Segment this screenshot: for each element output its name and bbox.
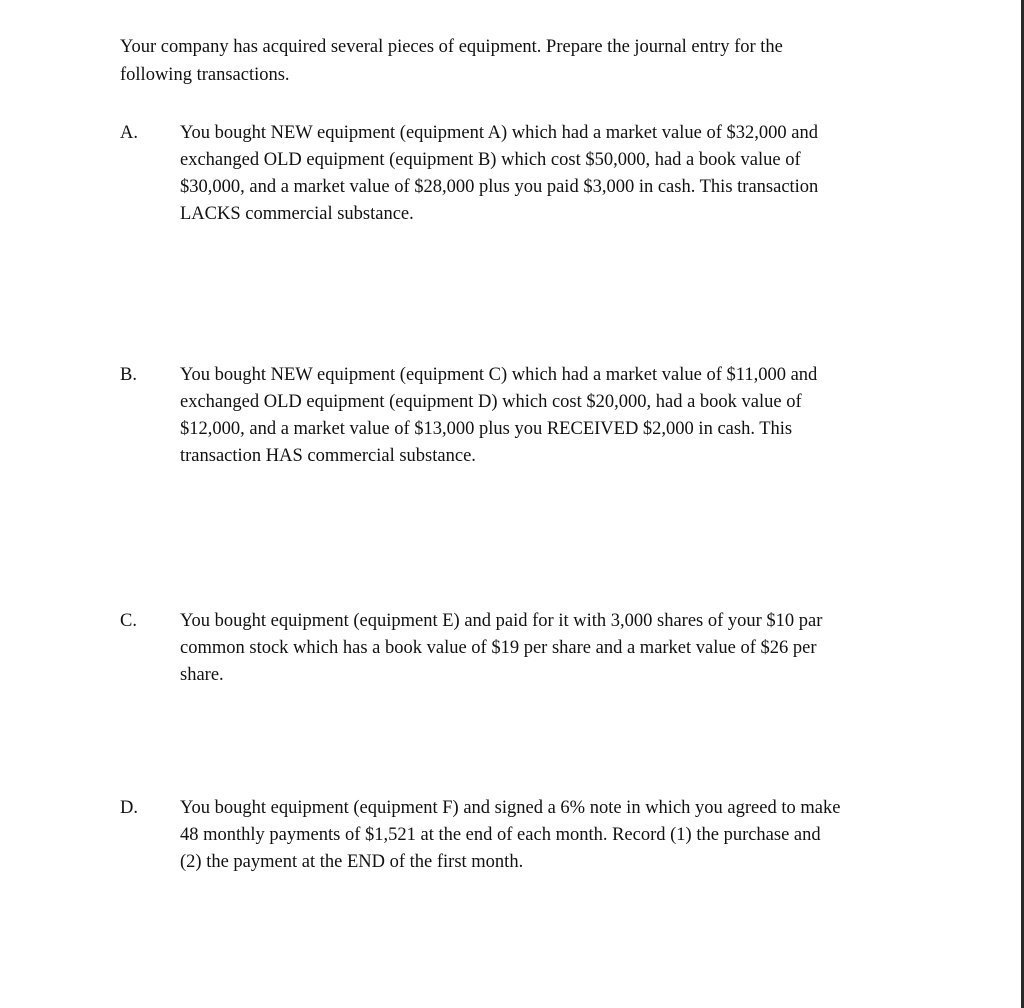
item-letter: D. xyxy=(120,798,138,818)
item-line: You bought NEW equipment (equipment C) which had a market value of $11,000 and xyxy=(180,365,818,385)
item-line: (2) the payment at the END of the first month. xyxy=(180,852,524,872)
item-line: share. xyxy=(180,665,224,685)
item-line: $12,000, and a market value of $13,000 plus you RECEIVED $2,000 in cash. This xyxy=(180,419,793,439)
item-text xyxy=(180,120,900,228)
item-letter: C. xyxy=(120,611,137,631)
item-line: LACKS commercial substance. xyxy=(180,204,414,224)
intro-line: following transactions. xyxy=(120,65,290,85)
item-line: exchanged OLD equipment (equipment D) which cost $20,000, had a book value of xyxy=(180,392,802,412)
item-line: 48 monthly payments of $1,521 at the end of each month. Record (1) the purchase and xyxy=(180,825,821,845)
intro-line: Your company has acquired several pieces of equipment. Prepare the journal entry for the xyxy=(120,37,783,57)
item-line: You bought equipment (equipment F) and signed a 6% note in which you agreed to make xyxy=(180,798,841,818)
item-text xyxy=(180,608,900,689)
item-text xyxy=(180,795,900,876)
item-text xyxy=(180,362,900,470)
item-line: You bought NEW equipment (equipment A) which had a market value of $32,000 and xyxy=(180,123,818,143)
item-line: common stock which has a book value of $19 per share and a market value of $26 per xyxy=(180,638,817,658)
intro-paragraph xyxy=(120,33,880,89)
item-line: exchanged OLD equipment (equipment B) which cost $50,000, had a book value of xyxy=(180,150,801,170)
item-line: transaction HAS commercial substance. xyxy=(180,446,476,466)
item-letter: A. xyxy=(120,123,138,143)
item-line: You bought equipment (equipment E) and paid for it with 3,000 shares of your $10 par xyxy=(180,611,823,631)
item-letter: B. xyxy=(120,365,137,385)
item-line: $30,000, and a market value of $28,000 plus you paid $3,000 in cash. This transaction xyxy=(180,177,819,197)
